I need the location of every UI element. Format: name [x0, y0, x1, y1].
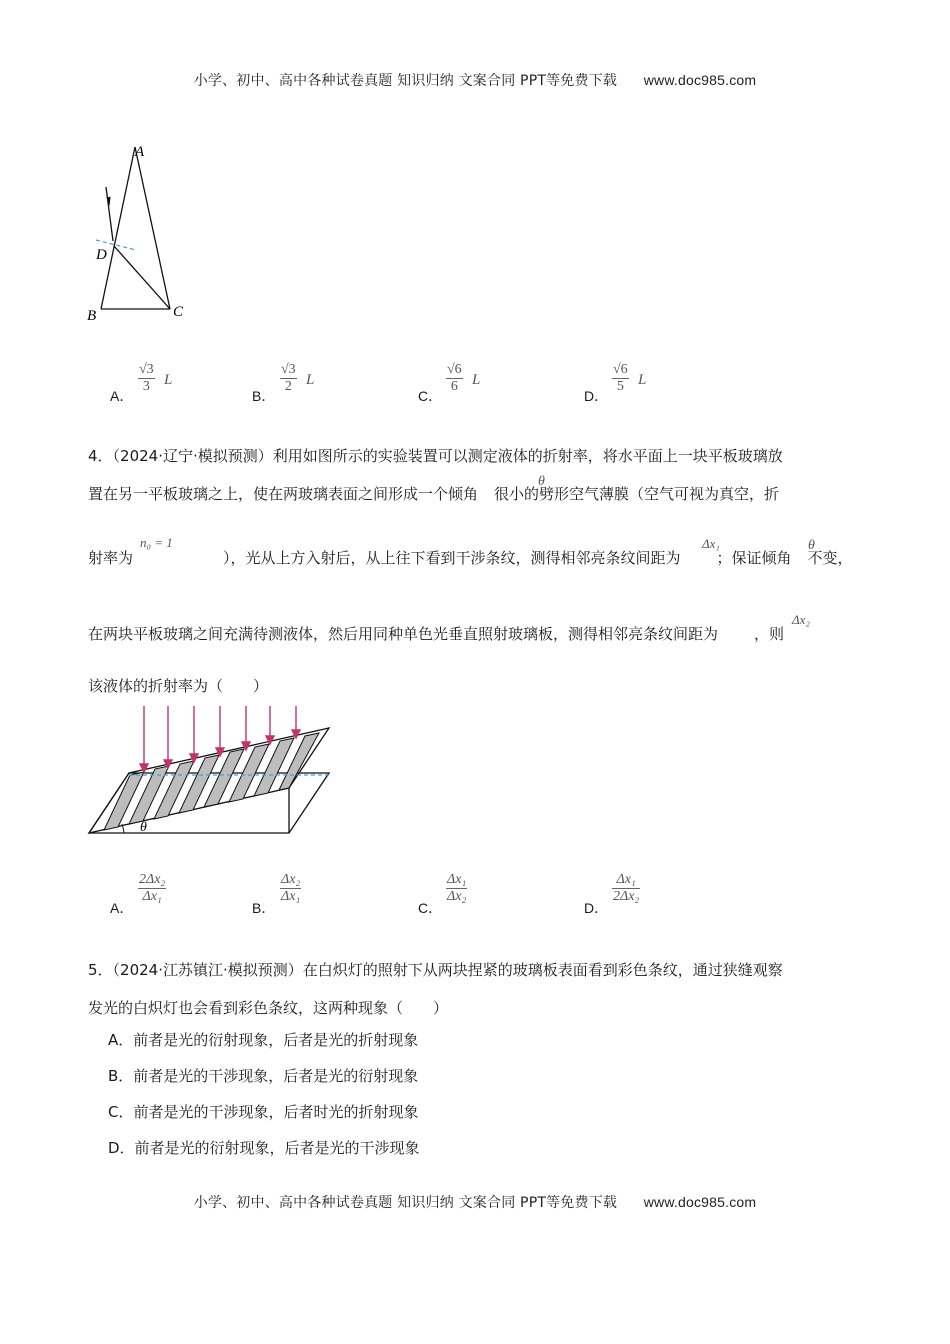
q3-option-d-frac: $\frac{√6}{5}$	[613, 362, 628, 394]
footer-site: www.doc985.com	[643, 1194, 757, 1210]
q4-n0: n₀ = 1	[140, 535, 173, 550]
q3-option-d-label[interactable]: D．	[584, 388, 609, 404]
q4-line-3: 射率为 ），光从上方入射后，从上往下看到干涉条纹，测得相邻亮条纹间距为 ；保证倾角 不变，	[88, 549, 853, 567]
q4-theta-2: θ	[808, 538, 815, 553]
q3-option-c-frac: $\frac{√6}{6}$	[447, 362, 462, 394]
q3-option-b-tail: L	[306, 372, 315, 388]
q3-option-b-label[interactable]: B．	[252, 388, 276, 404]
q4-dx1: Δx₁	[702, 536, 720, 551]
q3-option-b-frac: $\frac{√3}{2}$	[281, 362, 296, 394]
incident-ray	[106, 187, 113, 241]
side-ac	[135, 147, 170, 309]
q4-line-5: 该液体的折射率为（ ）	[88, 677, 269, 695]
header-text: 小学、初中、高中各种试卷真题 知识归纳 文案合同 PPT等免费下载	[193, 73, 618, 89]
q4-option-d-frac: $\frac{\text{Δx₁}}{\text{2Δx₂}}$	[613, 872, 640, 904]
q5-line-2: 发光的白炽灯也会看到彩色条纹，这两种现象（ ）	[88, 999, 449, 1017]
side-ab	[101, 147, 135, 309]
q3-option-a-label[interactable]: A．	[110, 388, 134, 404]
q4-line-4: 在两块平板玻璃之间充满待测液体，然后用同种单色光垂直照射玻璃板，测得相邻亮条纹间距为 ，则	[88, 625, 785, 643]
q4-option-d-label[interactable]: D．	[584, 900, 609, 916]
label-c: C	[173, 304, 184, 320]
q4-option-c-frac: $\frac{\text{Δx₁}}{\text{Δx₂}}$	[447, 872, 467, 904]
q4-option-b-label[interactable]: B．	[252, 900, 276, 916]
q5-choice-d[interactable]: D．前者是光的衍射现象，后者是光的干涉现象	[108, 1139, 420, 1157]
fringe-stripes	[104, 733, 319, 830]
theta-label: θ	[140, 820, 147, 835]
q5-line-1: 5．（2024·江苏镇江·模拟预测）在白炽灯的照射下从两块捏紧的玻璃板表面看到彩色条纹，通过狭缝观察	[88, 961, 783, 979]
q4-line-1: 4．（2024·辽宁·模拟预测）利用如图所示的实验装置可以测定液体的折射率，将水平面上一块平板玻璃放	[88, 447, 783, 465]
q4-line-2: 置在另一平板玻璃之上，使在两玻璃表面之间形成一个倾角 很小的劈形空气薄膜（空气可视为真空，折	[88, 485, 780, 503]
triangle-figure	[80, 135, 210, 335]
label-a: A	[135, 144, 145, 160]
q3-option-c-tail: L	[472, 372, 481, 388]
footer-text: 小学、初中、高中各种试卷真题 知识归纳 文案合同 PPT等免费下载	[193, 1195, 618, 1211]
q4-dx2: Δx₂	[792, 612, 810, 627]
q5-choice-a[interactable]: A．前者是光的衍射现象，后者是光的折射现象	[108, 1031, 419, 1049]
ray-dc	[114, 246, 170, 309]
q3-option-c-label[interactable]: C．	[418, 388, 443, 404]
page-footer	[0, 1192, 950, 1212]
q3-option-d-tail: L	[638, 372, 647, 388]
q4-theta-1: θ	[538, 474, 545, 489]
wedge-figure	[84, 700, 334, 840]
q4-option-a-label[interactable]: A．	[110, 900, 134, 916]
q4-option-c-label[interactable]: C．	[418, 900, 443, 916]
q5-choice-c[interactable]: C．前者是光的干涉现象，后者时光的折射现象	[108, 1103, 419, 1121]
page-header	[0, 70, 950, 90]
q4-option-a-frac: $\frac{\text{2Δx₂}}{\text{Δx₁}}$	[139, 872, 166, 904]
label-b: B	[87, 308, 97, 324]
header-site: www.doc985.com	[643, 72, 757, 88]
q3-option-a-tail: L	[164, 372, 173, 388]
q4-option-b-frac: $\frac{\text{Δx₂}}{\text{Δx₁}}$	[281, 872, 301, 904]
q5-choice-b[interactable]: B．前者是光的干涉现象，后者是光的衍射现象	[108, 1067, 419, 1085]
q3-option-a-frac: $\frac{√3}{3}$	[139, 362, 154, 394]
label-d: D	[96, 247, 107, 263]
